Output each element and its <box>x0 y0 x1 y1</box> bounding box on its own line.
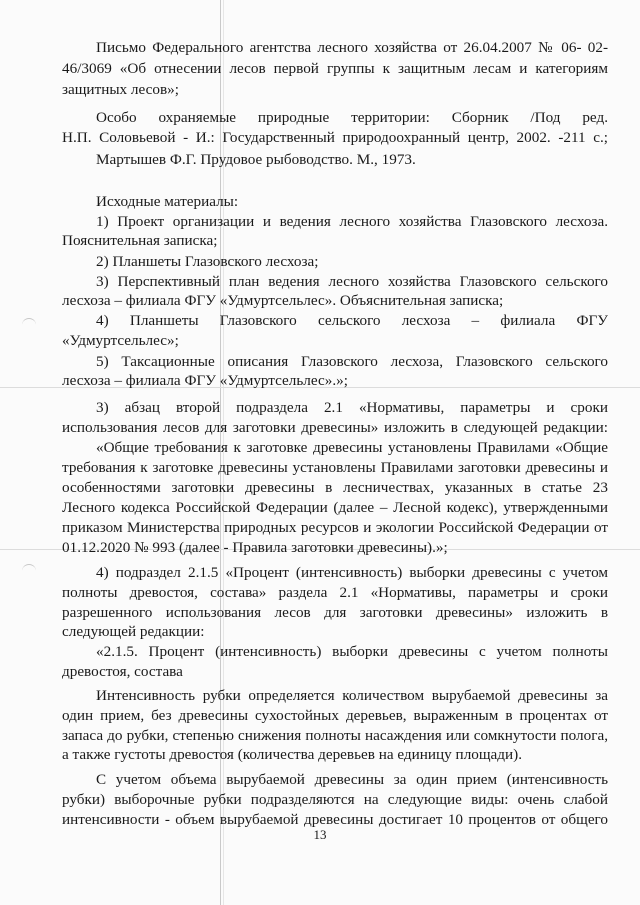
text-line: 2) Планшеты Глазовского лесхоза; <box>96 253 319 270</box>
page-number: 13 <box>313 827 327 842</box>
text-line: лесхоза – филиала ФГУ «Удмуртсельлес».»; <box>62 372 348 389</box>
text-line: 3) Перспективный план ведения лесного хозяйства Глазовского сельского <box>96 273 608 290</box>
text-line: особенностями заготовки древесины в лесничествах, указанных в статье 23 <box>62 479 608 496</box>
text-line: Н.П. Соловьевой - И.: Государственный природоохранный центр, 2002. -211 с.; <box>62 129 608 146</box>
punch-hole-mark <box>22 564 36 575</box>
text-line: Мартышев Ф.Г. Прудовое рыбоводство. М., 1973. <box>96 151 416 168</box>
text-line: использования лесов для заготовки древесины» изложить в следующей редакции: <box>62 419 608 436</box>
text-line: «Удмуртсельлес»; <box>62 332 179 349</box>
text-line: «Общие требования к заготовке древесины установлены Правилами «Общие <box>96 439 608 456</box>
text-line: 3) абзац второй подраздела 2.1 «Нормативы, параметры и сроки <box>96 399 608 416</box>
text-line: 1) Проект организации и ведения лесного хозяйства Глазовского лесхоза. <box>96 213 608 230</box>
text-line: запаса до рубки, степенью снижения полноты насаждения или сомкнутости полога, <box>62 727 608 744</box>
text-line: защитных лесов»; <box>62 81 179 98</box>
text-line: а также густоты древостоя (количества деревьев на единицу площади). <box>62 746 523 763</box>
text-line: следующей редакции: <box>62 623 205 640</box>
text-line: 01.12.2020 № 993 (далее - Правила заготовки древесины).»; <box>62 539 448 556</box>
text-line: Особо охраняемые природные территории: Сборник /Под ред. <box>96 109 608 126</box>
text-line: С учетом объема вырубаемой древесины за один прием (интенсивность <box>96 771 608 788</box>
text-line: «2.1.5. Процент (интенсивность) выборки древесины с учетом полноты <box>96 643 608 660</box>
text-line: Лесного кодекса Российской Федерации (далее – Лесной кодекс), утвержденными <box>62 499 608 516</box>
text-line: разрешенного использования лесов для заготовки древесины» изложить в <box>62 604 608 621</box>
text-line: требования к заготовке древесины установлены Правилами заготовки древесины и <box>62 459 608 476</box>
text-line: Интенсивность рубки определяется количеством вырубаемой древесины за <box>96 687 608 704</box>
text-line: приказом Министерства природных ресурсов и экологии Российской Федерации от <box>62 519 608 536</box>
text-line: 4) подраздел 2.1.5 «Процент (интенсивность) выборки древесины с учетом <box>96 564 608 581</box>
text-line: Письмо Федерального агентства лесного хозяйства от 26.04.2007 № 06- 02- <box>96 39 608 56</box>
text-line: древостоя, состава <box>62 663 183 680</box>
section-heading: Исходные материалы: <box>96 193 239 210</box>
text-line: 46/3069 «Об отнесении лесов первой группы к защитным лесам и категориям <box>62 60 608 77</box>
text-line: один прием, без древесины сухостойных деревьев, выраженным в процентах от <box>62 707 608 724</box>
text-line: 5) Таксационные описания Глазовского лесхоза, Глазовского сельского <box>96 353 608 370</box>
text-line: лесхоза – филиала ФГУ «Удмуртсельлес». Объяснительная записка; <box>62 292 504 309</box>
punch-hole-mark <box>22 318 36 329</box>
text-line: 4) Планшеты Глазовского сельского лесхоза – филиала ФГУ <box>96 312 608 329</box>
text-line: Пояснительная записка; <box>62 232 218 249</box>
text-line: полноты древостоя, состава» раздела 2.1 «Нормативы, параметры и сроки <box>62 584 608 601</box>
text-line: рубки) выборочные рубки подразделяются на следующие виды: очень слабой <box>62 791 608 808</box>
text-line: интенсивности - объем вырубаемой древесины достигает 10 процентов от общего <box>62 811 608 828</box>
